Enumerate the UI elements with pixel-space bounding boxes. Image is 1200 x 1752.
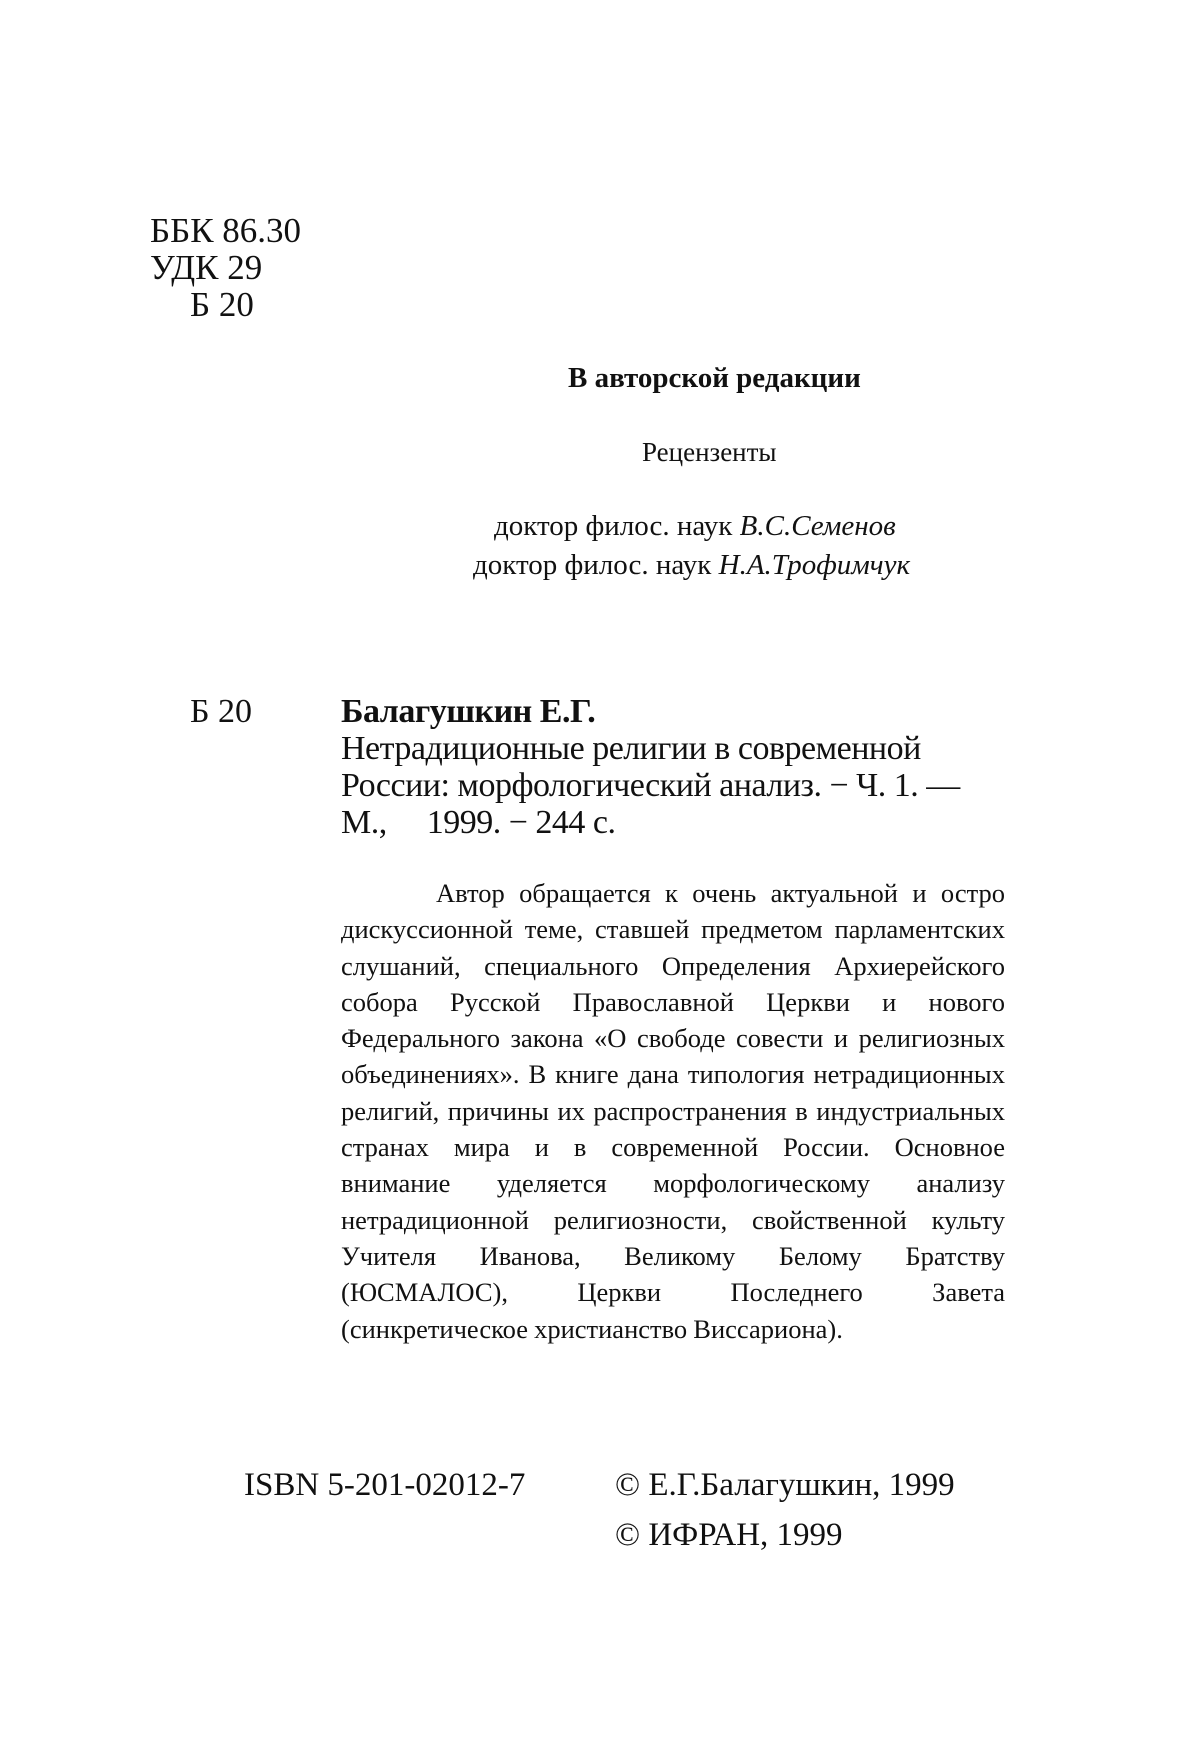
reviewer-name: Н.А.Трофимчук xyxy=(718,549,911,581)
book-title-line: Нетрадиционные религии в современной xyxy=(341,730,921,767)
edition-note: В авторской редакции xyxy=(568,362,861,394)
copyright-publisher: © ИФРАН, 1999 xyxy=(615,1517,843,1553)
book-title-line: России: морфологический анализ. − Ч. 1. — xyxy=(341,767,960,804)
book-imprint-line: М., 1999. − 244 с. xyxy=(341,804,616,841)
book-author: Балагушкин Е.Г. xyxy=(341,693,596,730)
bibliographic-entry xyxy=(341,693,1005,841)
reviewer-2 xyxy=(473,549,910,582)
reviewer-name: В.С.Семенов xyxy=(739,510,896,542)
copyright-author: © Е.Г.Балагушкин, 1999 xyxy=(615,1467,955,1503)
reviewer-1 xyxy=(494,510,896,543)
reviewer-degree: доктор филос. наук xyxy=(494,510,733,542)
classification-codes xyxy=(150,212,301,323)
udk-code: УДК 29 xyxy=(150,248,263,287)
author-mark: Б 20 xyxy=(190,285,254,324)
bbk-code: ББК 86.30 xyxy=(150,211,302,250)
catalog-author-mark: Б 20 xyxy=(190,693,253,730)
book-abstract: Автор обращается к очень актуальной и остро дискуссионной теме, ставшей предметом парламентских слушаний, специального Определения Архиерейского собора Русской Православной Церкви и нового Федерального закона «О свободе совести и религиозных объединениях». В книге дана типология нетрадиционных религий, причины их распространения в индустриальных странах мира и в современной России. Основное внимание уделяется морфологическому анализу нетрадиционной религиозности, свойственной культу Учителя Иванова, Великому Белому Братству (ЮСМАЛОС), Церкви Последнего Завета (синкретическое христианство Виссариона). xyxy=(341,878,1005,1344)
isbn: ISBN 5-201-02012-7 xyxy=(244,1467,526,1503)
reviewers-heading: Рецензенты xyxy=(642,437,777,467)
reviewer-degree: доктор филос. наук xyxy=(473,549,712,581)
